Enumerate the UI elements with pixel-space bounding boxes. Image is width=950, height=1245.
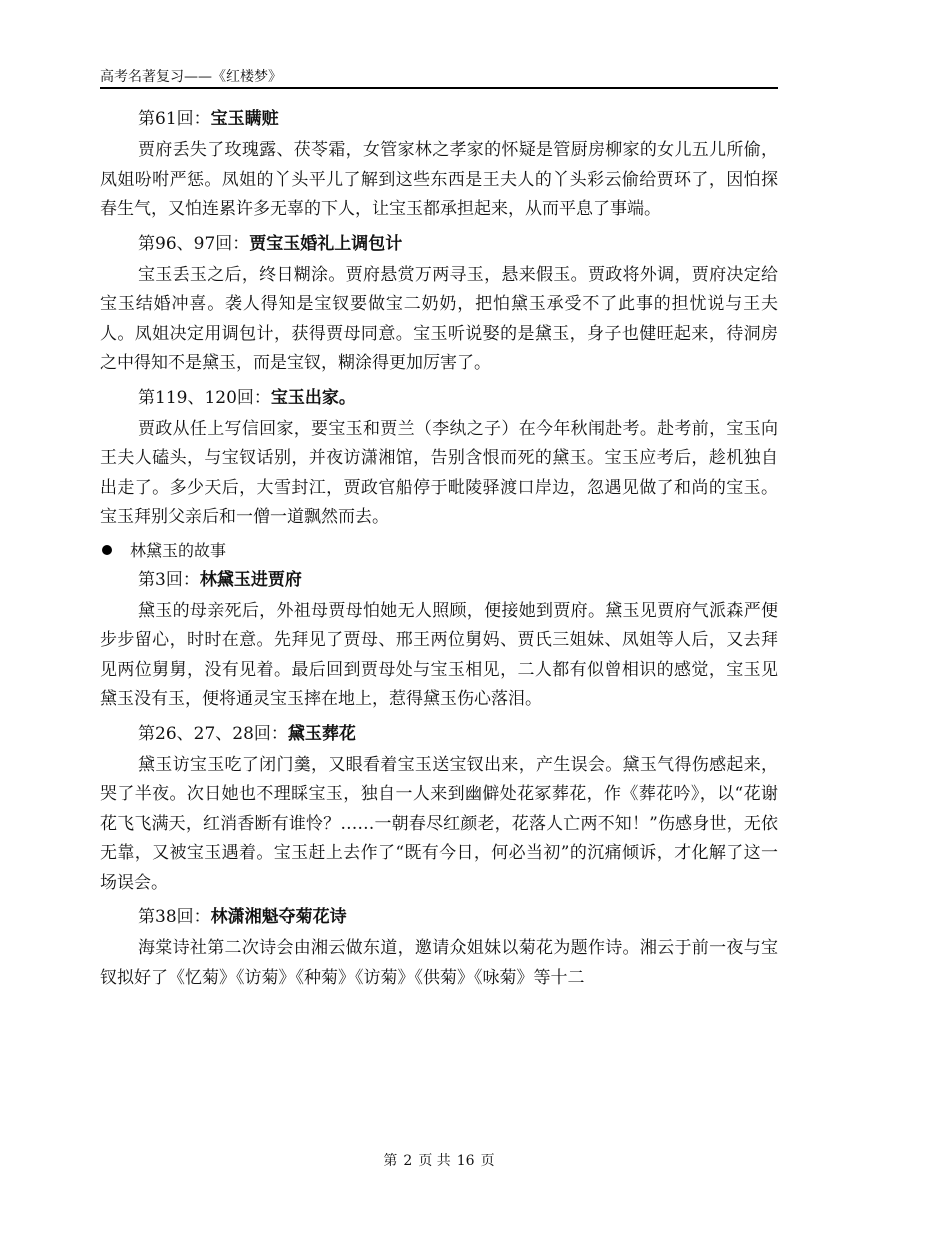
chapter-number: 第96、97回： bbox=[138, 233, 250, 254]
chapter-number: 第26、27、28回： bbox=[138, 723, 288, 744]
bullet-icon bbox=[102, 545, 112, 555]
section-title: 宝玉瞒赃 bbox=[210, 109, 279, 129]
footer-mid: 页 共 bbox=[418, 1153, 451, 1169]
paragraph: 贾府丢失了玫瑰露、茯苓霜，女管家林之孝家的怀疑是管厨房柳家的女儿五儿所偷，凤姐吩咐严惩。凤姐的丫头平儿了解到这些东西是王夫人的丫头彩云偷给贾环了，因怕探春生气，又怕连累许多无辜的下人，让宝玉都承担起来，从而平息了事端。 bbox=[100, 140, 778, 219]
page-footer bbox=[0, 1150, 878, 1170]
page-header bbox=[100, 68, 778, 89]
footer-suffix: 页 bbox=[480, 1153, 495, 1169]
paragraph: 贾政从任上写信回家，要宝玉和贾兰（李纨之子）在今年秋闱赴考。赴考前，宝玉向王夫人磕头，与宝钗话别，并夜访潇湘馆，告别含恨而死的黛玉。宝玉应考后，趁机独自出走了。多少天后，大雪封江，贾政官船停于毗陵驿渡口岸边，忽遇见做了和尚的宝玉。宝玉拜别父亲后和一僧一道飘然而去。 bbox=[100, 418, 778, 527]
footer-prefix: 第 bbox=[383, 1153, 398, 1169]
bullet-item bbox=[100, 537, 778, 565]
paragraph: 黛玉访宝玉吃了闭门羹，又眼看着宝玉送宝钗出来，产生误会。黛玉气得伤感起来，哭了半夜。次日她也不理睬宝玉，独自一人来到幽僻处花冢葬花，作《葬花吟》，以“花谢花飞飞满天，红消香断有谁怜？……一朝春尽红颜老，花落人亡两不知！”伤感身世，无依无靠，又被宝玉遇着。宝玉赶上去作了“既有今日，何必当初”的沉痛倾诉，才化解了这一场误会。 bbox=[100, 754, 778, 893]
paragraph: 海棠诗社第二次诗会由湘云做东道，邀请众姐妹以菊花为题作诗。湘云于前一夜与宝钗拟好了《忆菊》《访菊》《种菊》《访菊》《供菊》《咏菊》等十二 bbox=[100, 938, 778, 988]
chapter-number: 第119、120回： bbox=[138, 387, 271, 408]
chapter-number: 第3回： bbox=[138, 569, 200, 590]
section-title: 黛玉葬花 bbox=[287, 723, 356, 744]
paragraph: 黛玉的母亲死后，外祖母贾母怕她无人照顾，便接她到贾府。黛玉见贾府气派森严便步步留心，时时在意。先拜见了贾母、邢王两位舅妈、贾氏三姐妹、凤姐等人后，又去拜见两位舅舅，没有见着。最后回到贾母处与宝玉相见，二人都有似曾相识的感觉，宝玉见黛玉没有玉，便将通灵宝玉摔在地上，惹得黛玉伤心落泪。 bbox=[100, 600, 778, 709]
section-heading bbox=[100, 383, 778, 413]
footer-page-number: 2 bbox=[403, 1153, 413, 1169]
section-heading bbox=[100, 104, 778, 134]
header-text: 高考名著复习——《红楼梦》 bbox=[100, 69, 282, 85]
document-body bbox=[100, 104, 778, 997]
section-heading bbox=[100, 719, 778, 749]
bullet-text: 林黛玉的故事 bbox=[130, 540, 227, 560]
chapter-number: 第38回： bbox=[138, 907, 211, 927]
section-title: 贾宝玉婚礼上调包计 bbox=[249, 233, 403, 254]
section-title: 宝玉出家。 bbox=[270, 387, 356, 408]
section-heading bbox=[100, 229, 778, 259]
section-title: 林黛玉进贾府 bbox=[199, 569, 302, 590]
section-title: 林潇湘魁夺菊花诗 bbox=[210, 907, 347, 927]
paragraph: 宝玉丢玉之后，终日糊涂。贾府悬赏万两寻玉，悬来假玉。贾政将外调，贾府决定给宝玉结婚冲喜。袭人得知是宝钗要做宝二奶奶，把怕黛玉承受不了此事的担忧说与王夫人。凤姐决定用调包计，获得贾母同意。宝玉听说娶的是黛玉，身子也健旺起来，待洞房之中得知不是黛玉，而是宝钗，糊涂得更加厉害了。 bbox=[100, 264, 778, 373]
footer-total-pages: 16 bbox=[456, 1153, 475, 1169]
section-heading bbox=[100, 902, 778, 932]
chapter-number: 第61回： bbox=[138, 109, 211, 129]
section-heading bbox=[100, 565, 778, 595]
